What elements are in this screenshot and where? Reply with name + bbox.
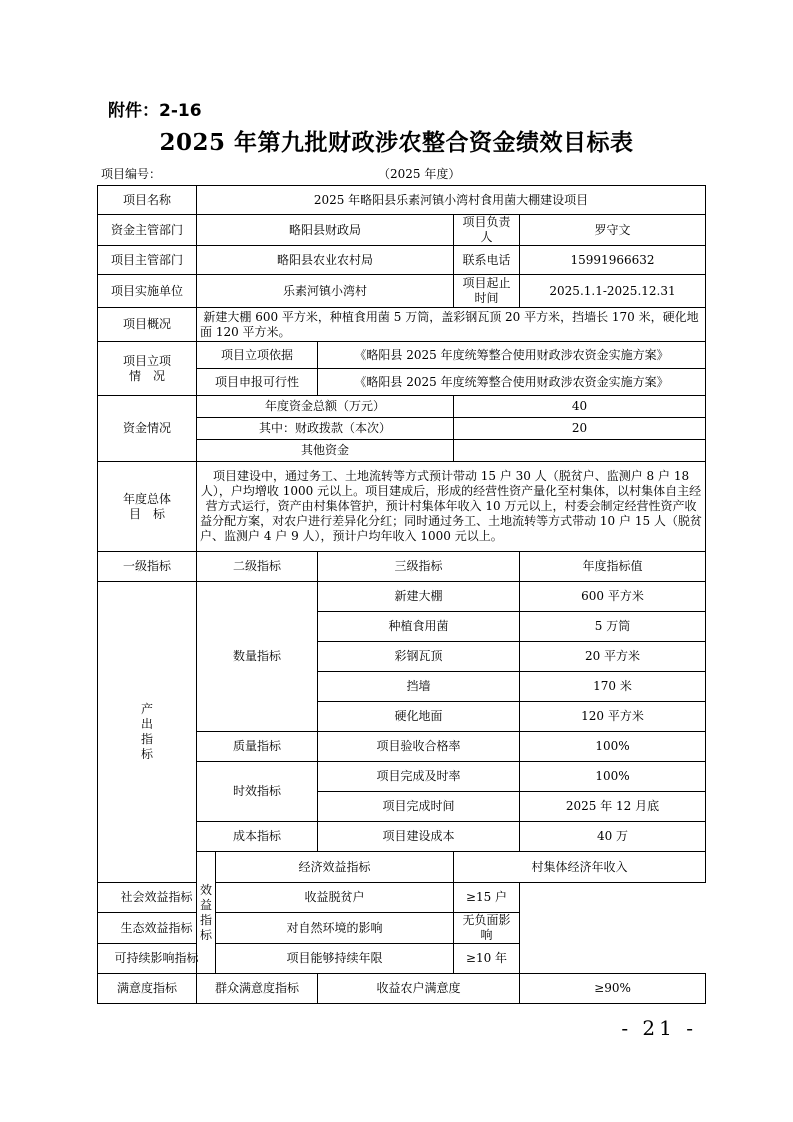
table-row: [98, 913, 706, 944]
indicator-name: 项目建设成本: [318, 822, 520, 852]
goal-value: 项目建设中，通过务工、土地流转等方式预计带动 15 户 30 人（脱贫户、监测户 8 户 18 人），户均增收 1000 元以上。项目建成后，形成的经营性资产量化至村集体，以村集体自主经营方式运行，资产由村集体管护，预计村集体年收入 10 万元以上，村委会制定经营性资产收益分配方案，对农户进行差异化分红；同时通过务工、土地流转等方式带动 10 户 15 人（脱贫户、监测户 4 户 9 人），预计户均年收入 1000 元以上。: [197, 462, 706, 552]
indicator-name: 彩钢瓦顶: [318, 642, 520, 672]
table-row: [98, 308, 706, 342]
timeliness-label: 时效指标: [197, 762, 318, 822]
page-number: - 21 -: [621, 1016, 697, 1040]
phone-value: 15991966632: [520, 246, 706, 275]
project-name-label: 项目名称: [98, 186, 197, 215]
basis-label: 项目立项依据: [197, 342, 318, 369]
leader-value: 罗守文: [520, 215, 706, 246]
table-row: [98, 462, 706, 552]
benefit-level2: 生态效益指标: [98, 913, 216, 944]
fund-fiscal-value: 20: [454, 418, 706, 440]
indicator-value: 100%: [520, 762, 706, 792]
page-title: 2025 年第九批财政涉农整合资金绩效目标表: [159, 129, 634, 156]
quantity-label: 数量指标: [197, 582, 318, 732]
attachment-label: 附件：2-16: [108, 101, 202, 121]
indicator-value: 600 平方米: [520, 582, 706, 612]
indicator-name: 项目能够持续年限: [216, 944, 454, 974]
period-label: 项目起止时间: [454, 275, 520, 308]
table-row: [98, 883, 706, 913]
fund-total-value: 40: [454, 396, 706, 418]
indicator-value: 20 平方米: [520, 642, 706, 672]
indicator-value: 170 米: [520, 672, 706, 702]
project-dept-label: 项目主管部门: [98, 246, 197, 275]
indicator-value: ≥10 年: [454, 944, 520, 974]
goal-label: 年度总体 目 标: [98, 462, 197, 552]
indicator-name: 项目完成及时率: [318, 762, 520, 792]
leader-label: 项目负责人: [454, 215, 520, 246]
table-row: [98, 944, 706, 974]
indicator-name: 收益农户满意度: [318, 974, 520, 1004]
year-label: （2025 年度）: [378, 167, 461, 181]
benefit-level2: 经济效益指标: [216, 852, 454, 883]
table-row: [98, 552, 706, 582]
satisfaction-label: 满意度指标: [98, 974, 197, 1004]
table-row: [98, 186, 706, 215]
indicator-value: 120 平方米: [520, 702, 706, 732]
benefit-level2: 可持续影响指标: [98, 944, 216, 974]
table-row: [98, 215, 706, 246]
indicator-name: 收益脱贫户: [216, 883, 454, 913]
header-level3: 三级指标: [318, 552, 520, 582]
table-row: [98, 396, 706, 418]
indicator-value: ≥90%: [520, 974, 706, 1004]
phone-label: 联系电话: [454, 246, 520, 275]
indicator-value: 100%: [520, 732, 706, 762]
benefit-level2: 社会效益指标: [98, 883, 216, 913]
feasibility-label: 项目申报可行性: [197, 369, 318, 396]
fund-total-label: 年度资金总额（万元）: [197, 396, 454, 418]
indicator-value: 2025 年 12 月底: [520, 792, 706, 822]
indicator-name: 新建大棚: [318, 582, 520, 612]
impl-unit-value: 乐素河镇小湾村: [197, 275, 454, 308]
project-name-value: 2025 年略阳县乐素河镇小湾村食用菌大棚建设项目: [197, 186, 706, 215]
cost-label: 成本指标: [197, 822, 318, 852]
overview-value: 新建大棚 600 平方米，种植食用菌 5 万筒，盖彩钢瓦顶 20 平方米，挡墙长 170 米，硬化地面 120 平方米。: [197, 308, 706, 342]
impl-unit-label: 项目实施单位: [98, 275, 197, 308]
fund-other-label: 其他资金: [197, 440, 454, 462]
table-row: [98, 246, 706, 275]
fund-fiscal-label: 其中：财政拨款（本次）: [197, 418, 454, 440]
establish-label: 项目立项 情 况: [98, 342, 197, 396]
satisfaction-level2: 群众满意度指标: [197, 974, 318, 1004]
feasibility-value: 《略阳县 2025 年度统筹整合使用财政涉农资金实施方案》: [318, 369, 706, 396]
table-row: [98, 275, 706, 308]
period-value: 2025.1.1-2025.12.31: [520, 275, 706, 308]
output-label: 产 出 指 标: [98, 582, 197, 883]
indicator-name: 挡墙: [318, 672, 520, 702]
header-value: 年度指标值: [520, 552, 706, 582]
indicator-name: 项目完成时间: [318, 792, 520, 822]
indicator-name: 村集体经济年收入: [454, 852, 706, 883]
fund-dept-label: 资金主管部门: [98, 215, 197, 246]
indicator-name: 硬化地面: [318, 702, 520, 732]
table-row: [98, 582, 706, 612]
indicator-value: ≥15 户: [454, 883, 520, 913]
basis-value: 《略阳县 2025 年度统筹整合使用财政涉农资金实施方案》: [318, 342, 706, 369]
indicator-name: 项目验收合格率: [318, 732, 520, 762]
fund-label: 资金情况: [98, 396, 197, 462]
indicator-value: 无负面影响: [454, 913, 520, 944]
quality-label: 质量指标: [197, 732, 318, 762]
fund-dept-value: 略阳县财政局: [197, 215, 454, 246]
fund-other-value: [454, 440, 706, 462]
indicator-name: 对自然环境的影响: [216, 913, 454, 944]
indicator-value: 5 万筒: [520, 612, 706, 642]
project-dept-value: 略阳县农业农村局: [197, 246, 454, 275]
header-level2: 二级指标: [197, 552, 318, 582]
indicator-name: 种植食用菌: [318, 612, 520, 642]
indicator-value: 40 万: [520, 822, 706, 852]
project-number-label: 项目编号：: [101, 167, 162, 181]
overview-label: 项目概况: [98, 308, 197, 342]
table-row: [98, 974, 706, 1004]
performance-table: [97, 185, 706, 1004]
table-row: [98, 342, 706, 369]
benefit-label: 效 益 指 标: [197, 852, 216, 974]
header-level1: 一级指标: [98, 552, 197, 582]
